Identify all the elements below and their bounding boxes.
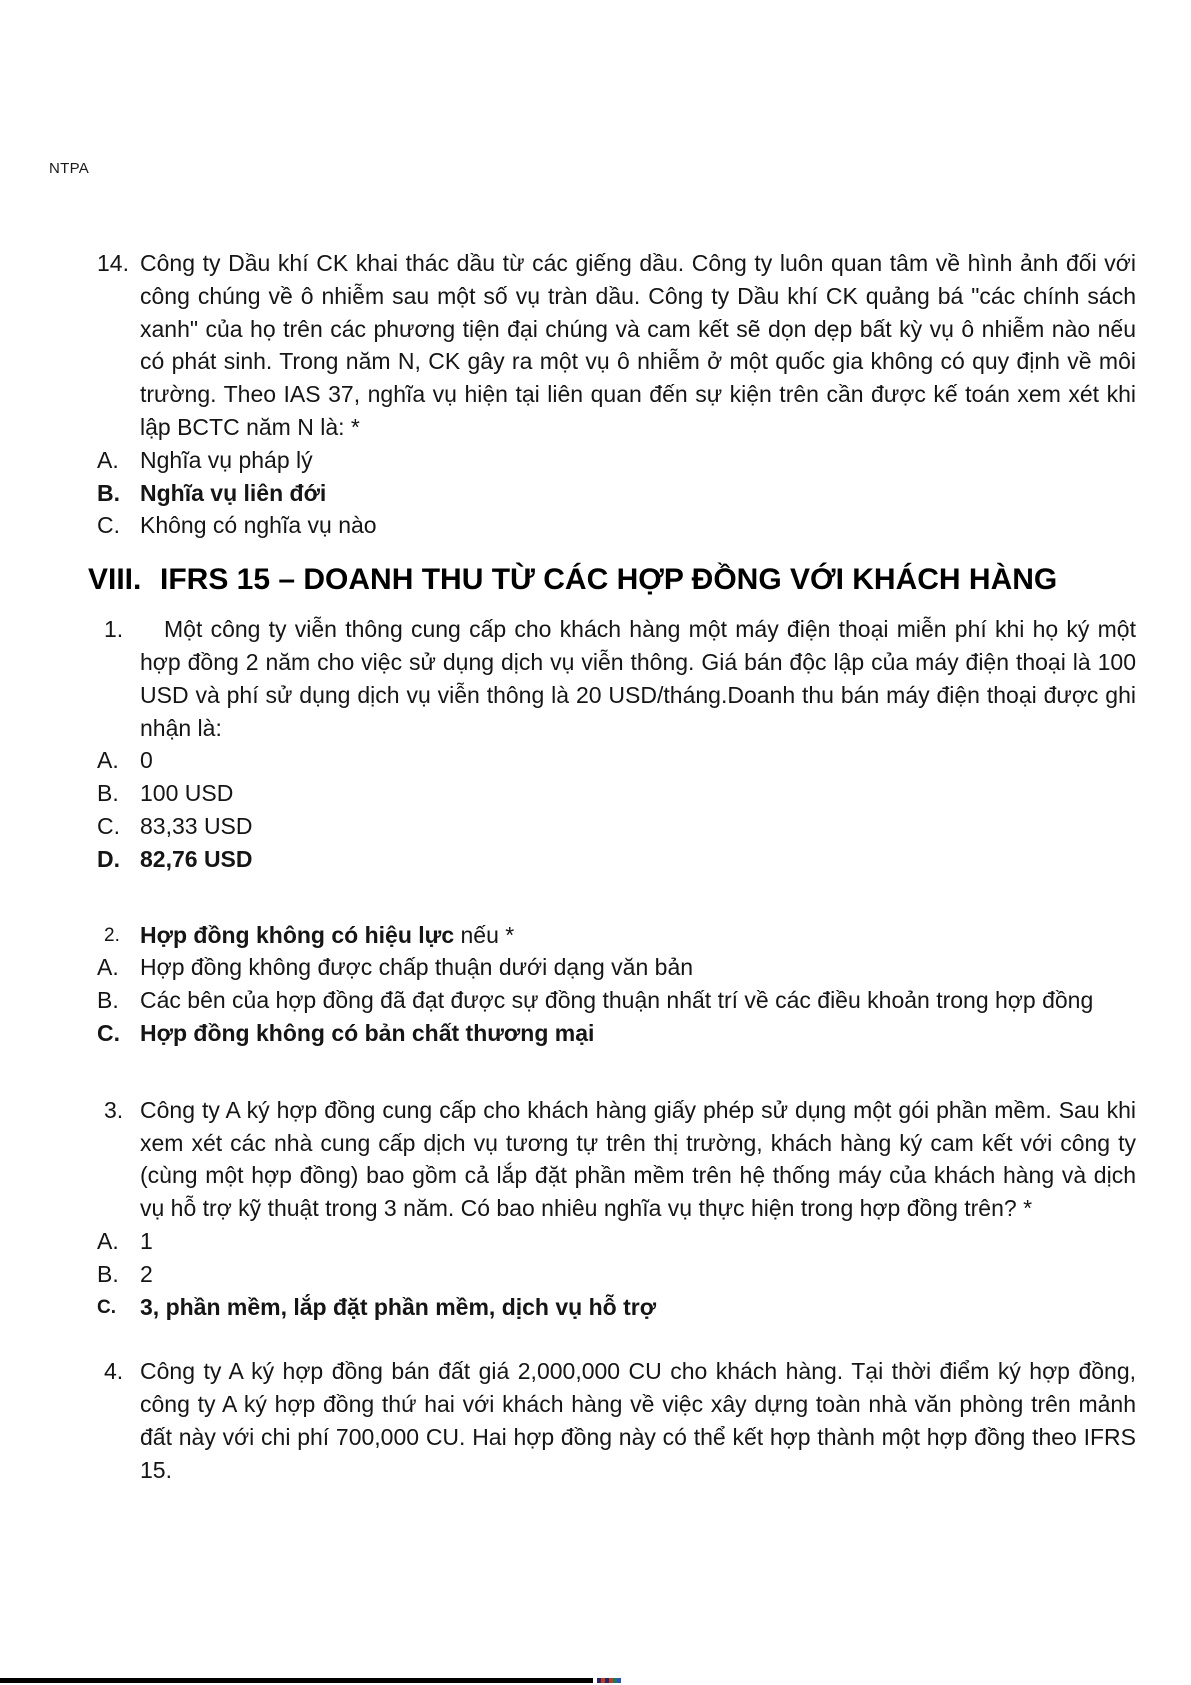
option-letter: A. <box>97 747 119 774</box>
option-letter: C. <box>97 812 120 839</box>
question-text-main: Công ty A ký hợp đồng cung cấp cho khách hàng giấy phép sử dụng một gói phần mềm. Sau khi xem xét các nhà cung cấp dịch vụ tương tự trên thị trường, khách hàng ký cam kết với công ty (cùng một hợp đồng) bao gồm cả lắp đặt phần mềm trên hệ thống máy của khách hàng và dịch vụ hỗ trợ kỹ thuật trong 3 năm. Có bao nhiêu nghĩa vụ thực hiện trong hợp đồng trên? * <box>140 1096 1136 1222</box>
option-letter: A. <box>97 1227 119 1254</box>
option-row-correct <box>97 477 1136 510</box>
page-edge-bar <box>0 1678 593 1683</box>
option-text: 82,76 USD <box>140 845 253 872</box>
option-row <box>97 444 1136 477</box>
section-heading <box>88 562 1136 598</box>
option-letter: B. <box>97 479 120 506</box>
question-row <box>97 1094 1136 1225</box>
option-row-correct <box>97 843 1136 876</box>
option-row <box>97 509 1136 542</box>
option-text: Nghĩa vụ pháp lý <box>140 446 313 473</box>
question-text <box>140 919 1136 952</box>
option-row-correct <box>97 1017 1136 1050</box>
section-number: VIII. <box>88 563 142 597</box>
question-row <box>97 919 1136 952</box>
option-text: 3, phần mềm, lắp đặt phần mềm, dịch vụ hỗ trợ <box>140 1293 657 1320</box>
preview-dash <box>605 1678 609 1683</box>
preview-dash <box>617 1678 621 1683</box>
question-number: 14. <box>97 250 129 276</box>
option-letter: B. <box>97 1260 119 1287</box>
question-row <box>97 247 1136 444</box>
option-row-correct <box>97 1291 1136 1324</box>
option-text: Nghĩa vụ liên đới <box>140 479 327 506</box>
option-text: Hợp đồng không có bản chất thương mại <box>140 1019 595 1046</box>
option-text: Không có nghĩa vụ nào <box>140 512 377 539</box>
option-letter: C. <box>97 1296 116 1318</box>
question-text <box>140 1094 1136 1225</box>
question-text <box>140 1355 1136 1486</box>
question-block-2 <box>97 919 1136 1050</box>
option-text: 2 <box>140 1260 153 1287</box>
option-row <box>97 951 1136 984</box>
option-letter: D. <box>97 845 120 872</box>
option-letter: B. <box>97 987 119 1014</box>
option-row <box>97 744 1136 777</box>
preview-dash <box>613 1678 617 1683</box>
question-number: 4. <box>104 1358 124 1385</box>
option-letter: A. <box>97 954 119 981</box>
option-row <box>97 777 1136 810</box>
question-text-main: Một công ty viễn thông cung cấp cho khách hàng một máy điện thoại miễn phí khi họ ký một hợp đồng 2 năm cho việc sử dụng dịch vụ viễn thông. Giá bán độc lập của máy điện thoại là 100 USD và phí sử dụng dịch vụ viễn thông là 20 USD/tháng.Doanh thu bán máy điện thoại được ghi nhận là: <box>140 616 1136 741</box>
option-row <box>97 1258 1136 1291</box>
option-letter: C. <box>97 512 120 539</box>
question-number: 3. <box>104 1096 124 1123</box>
question-block-3 <box>97 1094 1136 1324</box>
option-text: 83,33 USD <box>140 812 253 839</box>
option-text: 1 <box>140 1227 153 1254</box>
watermark-author-initials: NTPA <box>49 160 90 177</box>
question-text-bold-part: Hợp đồng không có hiệu lực <box>140 921 455 948</box>
next-page-preview-dashes <box>597 1678 621 1683</box>
option-letter: A. <box>97 446 119 473</box>
option-letter: C. <box>97 1019 120 1046</box>
option-text: Các bên của hợp đồng đã đạt được sự đồng thuận nhất trí về các điều khoản trong hợp đồng <box>140 987 1094 1014</box>
option-row <box>97 984 1136 1017</box>
question-block-14 <box>97 247 1136 542</box>
section-title: IFRS 15 – DOANH THU TỪ CÁC HỢP ĐỒNG VỚI KHÁCH HÀNG <box>160 563 1058 597</box>
option-text: 0 <box>140 747 153 774</box>
question-text <box>140 613 1136 744</box>
preview-dash <box>597 1678 601 1683</box>
option-row <box>97 1225 1136 1258</box>
preview-dash <box>609 1678 613 1683</box>
option-row <box>97 810 1136 843</box>
document-content <box>88 247 1136 1487</box>
preview-dash <box>601 1678 605 1683</box>
question-text-main: Công ty Dầu khí CK khai thác dầu từ các giếng dầu. Công ty luôn quan tâm về hình ảnh đối với công chúng về ô nhiễm sau một số vụ tràn dầu. Công ty Dầu khí CK quảng bá "các chính sách xanh" của họ trên các phương tiện đại chúng và cam kết sẽ dọn dẹp bất kỳ vụ ô nhiễm nào nếu có phát sinh. Trong năm N, CK gây ra một vụ ô nhiễm ở một quốc gia không có quy định về môi trường. Theo IAS 37, nghĩa vụ hiện tại liên quan đến sự kiện trên cần được kế toán xem xét khi lập BCTC năm N là: * <box>140 250 1136 440</box>
question-text-main: Công ty A ký hợp đồng bán đất giá 2,000,000 CU cho khách hàng. Tại thời điểm ký hợp đồng, công ty A ký hợp đồng thứ hai với khách hàng về việc xây dựng toàn nhà văn phòng trên mảnh đất này với chi phí 700,000 CU. Hai hợp đồng này có thể kết hợp thành một hợp đồng theo IFRS 15. <box>140 1358 1136 1483</box>
question-text-main: nếu * <box>454 921 515 948</box>
question-block-4 <box>97 1355 1136 1486</box>
question-row <box>97 613 1136 744</box>
option-text: Hợp đồng không được chấp thuận dưới dạng văn bản <box>140 954 694 981</box>
option-letter: B. <box>97 780 119 807</box>
question-number: 1. <box>104 616 124 643</box>
question-text <box>140 247 1136 444</box>
question-number: 2. <box>104 924 120 946</box>
question-block-1 <box>97 613 1136 875</box>
option-text: 100 USD <box>140 780 234 807</box>
question-row <box>97 1355 1136 1486</box>
